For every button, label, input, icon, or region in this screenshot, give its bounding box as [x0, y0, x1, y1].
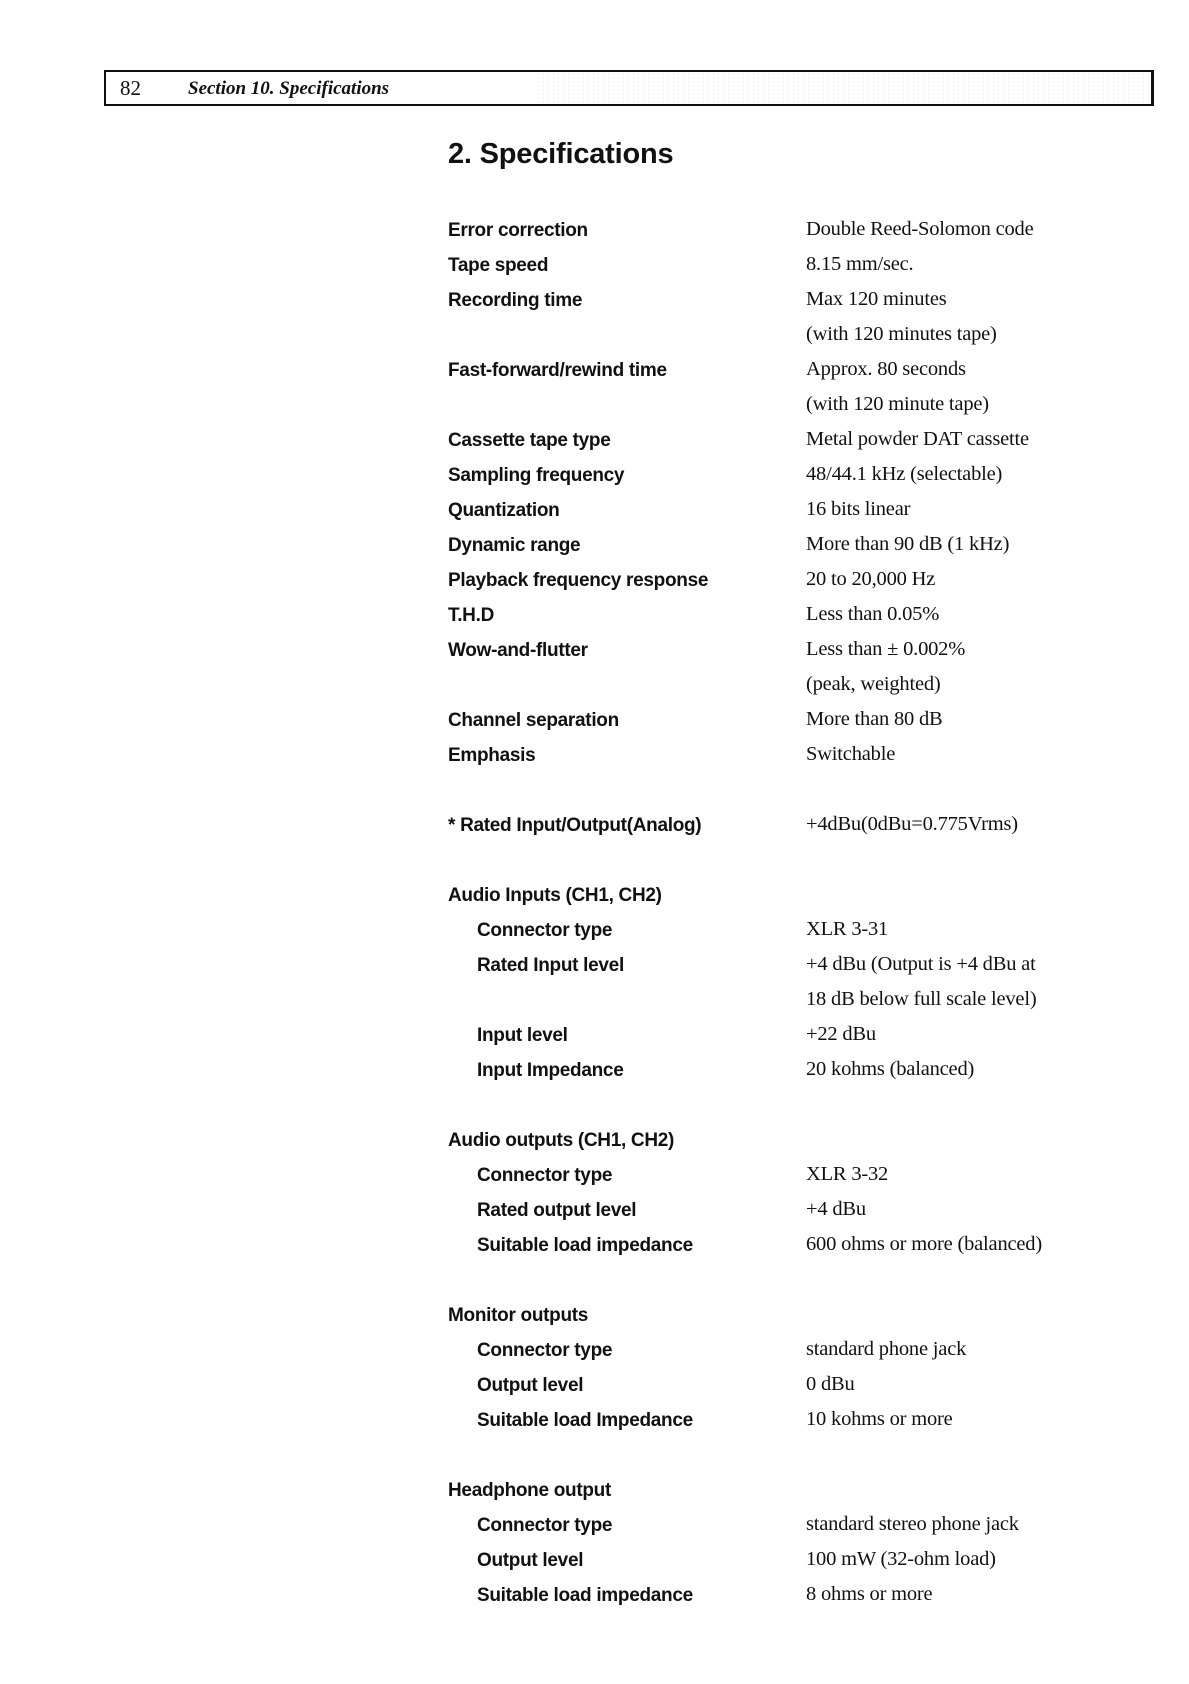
- spec-label: Input Impedance: [477, 1060, 624, 1081]
- spec-label: Fast-forward/rewind time: [448, 360, 667, 381]
- spec-value: 18 dB below full scale level): [806, 988, 1037, 1010]
- spec-row: [448, 918, 1168, 953]
- spec-row: [448, 1548, 1168, 1583]
- spec-label: Suitable load impedance: [477, 1585, 693, 1606]
- spec-value: 100 mW (32-ohm load): [806, 1548, 996, 1570]
- section-title: Section 10. Specifications: [188, 78, 390, 99]
- spec-row: [448, 533, 1168, 568]
- spec-label: Error correction: [448, 220, 588, 241]
- spec-value: 8.15 mm/sec.: [806, 253, 914, 275]
- spec-row: [448, 603, 1168, 638]
- spec-label: Rated Input level: [477, 955, 624, 976]
- spec-value: 20 kohms (balanced): [806, 1058, 975, 1080]
- spec-label: Recording time: [448, 290, 583, 311]
- spec-label: Connector type: [477, 920, 613, 941]
- spec-value: standard phone jack: [806, 1338, 967, 1360]
- spec-row: [448, 1233, 1168, 1268]
- spec-value: +4 dBu: [806, 1198, 866, 1220]
- spec-row: [448, 813, 1168, 848]
- spec-value: (peak, weighted): [806, 673, 941, 695]
- spec-label: Output level: [477, 1550, 584, 1571]
- spec-value: Switchable: [806, 743, 896, 765]
- spec-row: [448, 358, 1168, 393]
- spec-value: +4dBu(0dBu=0.775Vrms): [806, 813, 1018, 835]
- spec-label: Monitor outputs: [448, 1305, 589, 1326]
- spec-label: Rated output level: [477, 1200, 637, 1221]
- spec-value: Metal powder DAT cassette: [806, 428, 1029, 450]
- page-header: [104, 70, 1154, 106]
- spec-label: Connector type: [477, 1165, 613, 1186]
- spec-value: Less than ± 0.002%: [806, 638, 966, 660]
- spec-row: [448, 1198, 1168, 1233]
- spec-value: 20 to 20,000 Hz: [806, 568, 936, 590]
- spec-row: [448, 708, 1168, 743]
- spec-label: Emphasis: [448, 745, 536, 766]
- spec-value: 0 dBu: [806, 1373, 855, 1395]
- page-heading: 2. Specifications: [448, 138, 674, 170]
- spec-label: Quantization: [448, 500, 560, 521]
- spec-value: Approx. 80 seconds: [806, 358, 966, 380]
- spec-label: Suitable load impedance: [477, 1235, 693, 1256]
- spec-label: Channel separation: [448, 710, 619, 731]
- spec-value: standard stereo phone jack: [806, 1513, 1019, 1535]
- spec-value: 48/44.1 kHz (selectable): [806, 463, 1003, 485]
- spec-row: [448, 323, 1168, 358]
- spec-label: Playback frequency response: [448, 570, 709, 591]
- spec-label: Input level: [477, 1025, 568, 1046]
- spec-label: Audio outputs (CH1, CH2): [448, 1130, 675, 1151]
- spec-row: [448, 673, 1168, 708]
- spec-value: XLR 3-31: [806, 918, 889, 940]
- page-number: 82: [120, 76, 141, 100]
- spec-row: [448, 953, 1168, 988]
- spec-label: Tape speed: [448, 255, 549, 276]
- spec-label: Connector type: [477, 1340, 613, 1361]
- spec-label: T.H.D: [448, 605, 495, 626]
- spec-group-heading: [448, 1128, 1168, 1163]
- spec-value: Max 120 minutes: [806, 288, 947, 310]
- spec-value: +22 dBu: [806, 1023, 876, 1045]
- spec-value: 600 ohms or more (balanced): [806, 1233, 1042, 1255]
- spec-group-heading: [448, 1478, 1168, 1513]
- spec-value: Double Reed-Solomon code: [806, 218, 1034, 240]
- spec-row: [448, 988, 1168, 1023]
- spec-row: [448, 218, 1168, 253]
- spec-row: [448, 253, 1168, 288]
- spec-label: Audio Inputs (CH1, CH2): [448, 885, 662, 906]
- spec-row: [448, 393, 1168, 428]
- spec-row: [448, 1058, 1168, 1093]
- spec-label: Cassette tape type: [448, 430, 611, 451]
- spec-label: Headphone output: [448, 1480, 612, 1501]
- spec-row: [448, 1583, 1168, 1618]
- spec-value: 8 ohms or more: [806, 1583, 933, 1605]
- spec-row: [448, 1408, 1168, 1443]
- spec-row: [448, 1513, 1168, 1548]
- spec-row: [448, 288, 1168, 323]
- spec-row: [448, 638, 1168, 673]
- spec-table: [448, 218, 1168, 1618]
- spec-row: [448, 743, 1168, 778]
- spec-row: [448, 1023, 1168, 1058]
- scan-noise: [536, 72, 1151, 104]
- spec-value: (with 120 minute tape): [806, 393, 989, 415]
- spec-value: More than 90 dB (1 kHz): [806, 533, 1010, 555]
- spec-row: [448, 1373, 1168, 1408]
- spec-value: More than 80 dB: [806, 708, 943, 730]
- spec-value: XLR 3-32: [806, 1163, 889, 1185]
- spec-row: [448, 428, 1168, 463]
- spec-row: [448, 568, 1168, 603]
- spec-label: Dynamic range: [448, 535, 581, 556]
- spec-group-heading: [448, 883, 1168, 918]
- spec-value: Less than 0.05%: [806, 603, 940, 625]
- spec-label: Wow-and-flutter: [448, 640, 588, 661]
- spec-value: 16 bits linear: [806, 498, 911, 520]
- spec-label: Connector type: [477, 1515, 613, 1536]
- spec-group-heading: [448, 1303, 1168, 1338]
- spec-row: [448, 463, 1168, 498]
- spec-value: (with 120 minutes tape): [806, 323, 997, 345]
- spec-label: Sampling frequency: [448, 465, 625, 486]
- spec-value: +4 dBu (Output is +4 dBu at: [806, 953, 1036, 975]
- spec-row: [448, 1338, 1168, 1373]
- spec-value: 10 kohms or more: [806, 1408, 953, 1430]
- spec-row: [448, 1163, 1168, 1198]
- spec-row: [448, 498, 1168, 533]
- spec-label: Output level: [477, 1375, 584, 1396]
- spec-label: * Rated Input/Output(Analog): [448, 815, 702, 836]
- spec-label: Suitable load Impedance: [477, 1410, 693, 1431]
